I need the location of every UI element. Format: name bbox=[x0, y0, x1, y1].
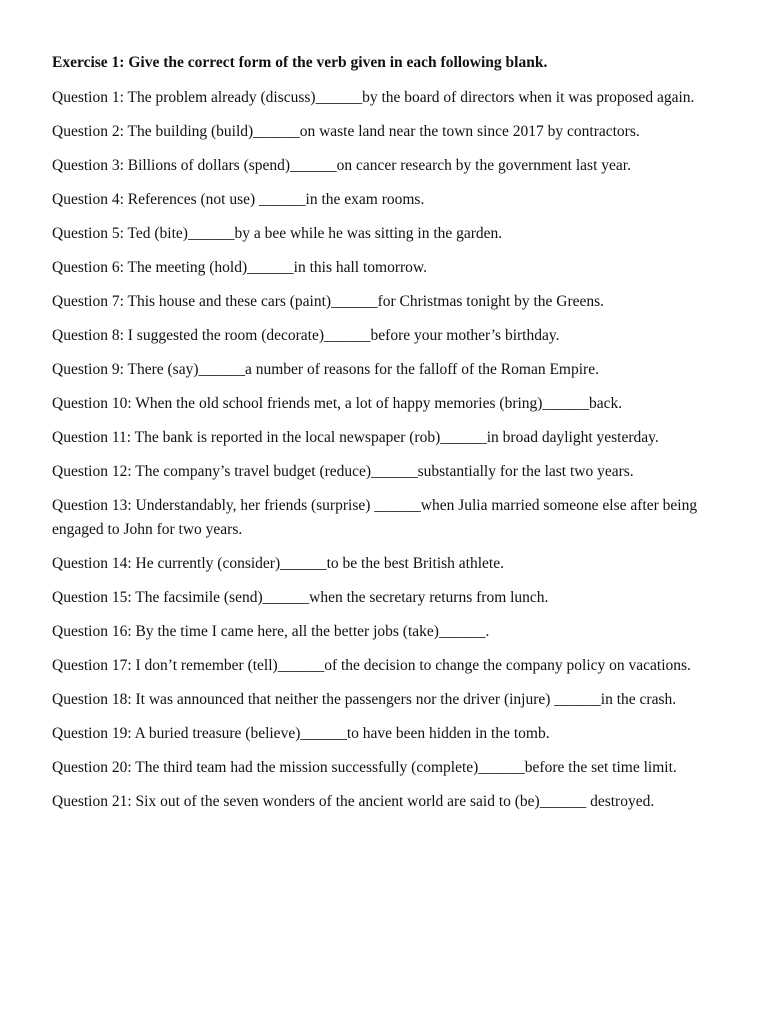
question-12: Question 12: The company’s travel budget (reduce)______substantially for the last two years. bbox=[52, 463, 634, 480]
question-21: Question 21: Six out of the seven wonders of the ancient world are said to (be)______ destroyed. bbox=[52, 793, 655, 810]
question-16: Question 16: By the time I came here, all the better jobs (take)______. bbox=[52, 623, 490, 640]
question-3: Question 3: Billions of dollars (spend)______on cancer research by the government last year. bbox=[52, 157, 631, 174]
question-8: Question 8: I suggested the room (decorate)______before your mother’s birthday. bbox=[52, 327, 560, 344]
question-6: Question 6: The meeting (hold)______in this hall tomorrow. bbox=[52, 259, 427, 276]
document-page bbox=[52, 52, 718, 824]
question-17: Question 17: I don’t remember (tell)______of the decision to change the company policy on vacations. bbox=[52, 657, 691, 674]
question-1: Question 1: The problem already (discuss)______by the board of directors when it was proposed again. bbox=[52, 89, 695, 106]
question-9: Question 9: There (say)______a number of reasons for the falloff of the Roman Empire. bbox=[52, 361, 599, 378]
question-11: Question 11: The bank is reported in the local newspaper (rob)______in broad daylight yesterday. bbox=[52, 429, 659, 446]
question-20: Question 20: The third team had the mission successfully (complete)______before the set time limit. bbox=[52, 759, 677, 776]
question-15: Question 15: The facsimile (send)______when the secretary returns from lunch. bbox=[52, 589, 549, 606]
question-7: Question 7: This house and these cars (paint)______for Christmas tonight by the Greens. bbox=[52, 293, 605, 310]
question-10: Question 10: When the old school friends met, a lot of happy memories (bring)______back. bbox=[52, 395, 623, 412]
question-19: Question 19: A buried treasure (believe)______to have been hidden in the tomb. bbox=[52, 725, 550, 742]
question-5: Question 5: Ted (bite)______by a bee while he was sitting in the garden. bbox=[52, 225, 503, 242]
question-14: Question 14: He currently (consider)______to be the best British athlete. bbox=[52, 555, 504, 572]
exercise-title: Exercise 1: Give the correct form of the verb given in each following blank. bbox=[52, 54, 548, 71]
question-4: Question 4: References (not use) ______in the exam rooms. bbox=[52, 191, 425, 208]
question-13: Question 13: Understandably, her friends (surprise) ______when Julia married someone else after being engaged to John for two years. bbox=[52, 497, 698, 538]
question-list bbox=[52, 86, 718, 814]
question-18: Question 18: It was announced that neither the passengers nor the driver (injure) ______in the crash. bbox=[52, 691, 677, 708]
question-2: Question 2: The building (build)______on waste land near the town since 2017 by contractors. bbox=[52, 123, 640, 140]
